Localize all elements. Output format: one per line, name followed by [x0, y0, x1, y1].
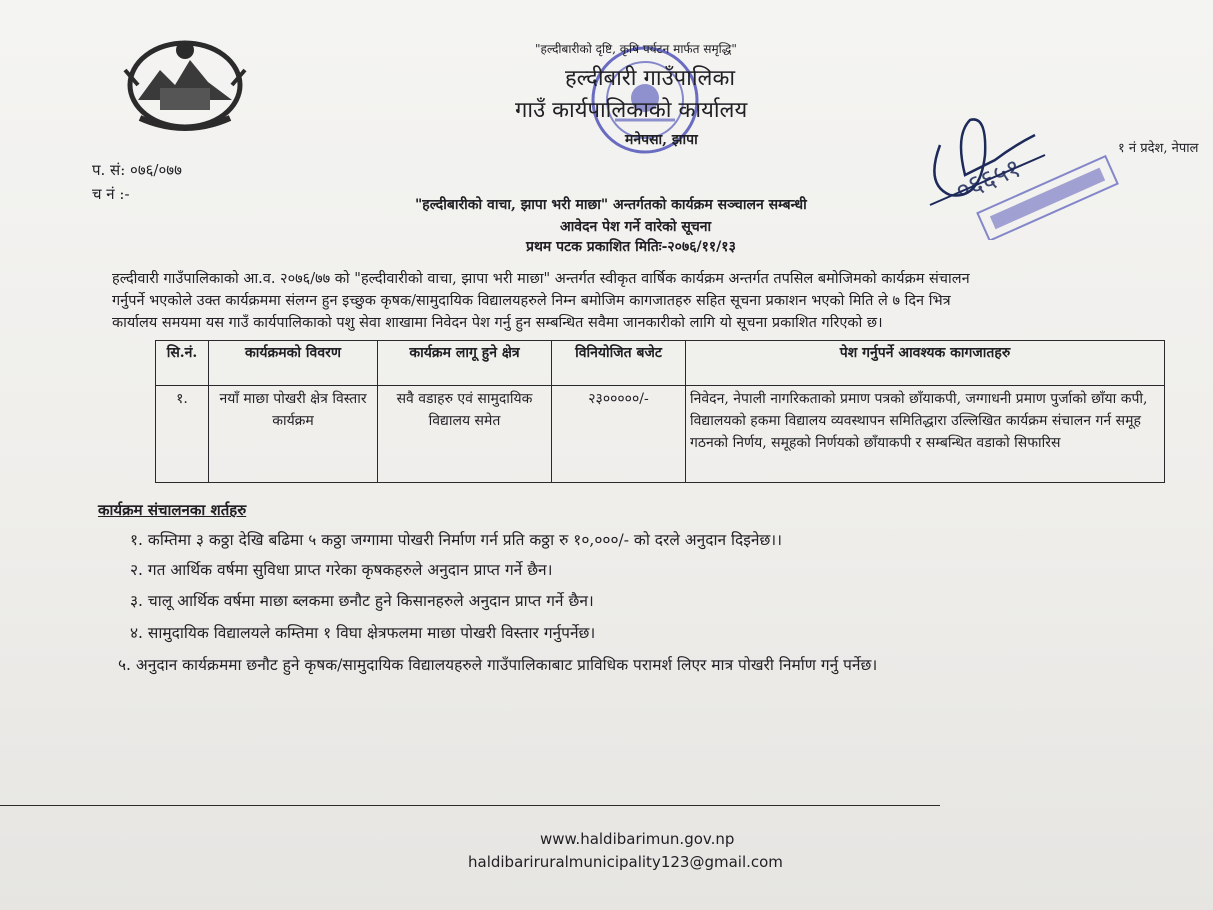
condition-item: ४. सामुदायिक विद्यालयले कम्तिमा १ विघा क्षेत्रफलमा माछा पोखरी विस्तार गर्नुपर्नेछ। — [130, 624, 596, 642]
cell-documents: निवेदन, नेपाली नागरिकताको प्रमाण पत्रको छाँयाकपी, जग्गाधनी प्रमाण पुर्जाको छाँया कपी, विद्यालयको हकमा विद्यालय व्यवस्थापन समितिद्धारा उल्लिखित कार्यक्रम संचालन गर्न समूह गठनको निर्णय, समूहको निर्णयको छाँयाकपी र सम्बन्धित वडाको सिफारिस — [686, 386, 1165, 483]
col-header-program: कार्यक्रमको विवरण — [209, 341, 378, 386]
condition-item: ५. अनुदान कार्यक्रममा छनौट हुने कृषक/सामुदायिक विद्यालयहरुले गाउँपालिकाबाट प्राविधिक परामर्श लिएर मात्र पोखरी निर्माण गर्नु पर्नेछ। — [118, 656, 878, 674]
cell-budget: २३०००००/- — [552, 386, 686, 483]
office-name: हल्दीबारी गाउँपालिका — [565, 66, 736, 91]
notice-subheading: आवेदन पेश गर्ने वारेको सूचना — [560, 219, 712, 235]
condition-item: १. कम्तिमा ३ कठ्ठा देखि बढिमा ५ कठ्ठा जग्गामा पोखरी निर्माण गर्न प्रति कठ्ठा रु १०,०००/- को दरले अनुदान दिइनेछ।। — [130, 531, 783, 549]
table-header-row — [156, 341, 1165, 386]
table-row — [156, 386, 1165, 483]
footer-website: www.haldibarimun.gov.np — [540, 830, 735, 848]
conditions-title: कार्यक्रम संचालनका शर्तहरु — [98, 501, 247, 519]
intro-line: हल्दीवारी गाउँपालिकाको आ.व. २०७६/७७ को "हल्दीवारीको वाचा, झापा भरी माछा" अन्तर्गत स्वीकृत वार्षिक कार्यक्रम अन्तर्गत तपसिल बमोजिमको कार्यक्रम संचालन — [112, 271, 970, 287]
cell-area: सवै वडाहरु एवं सामुदायिक विद्यालय समेत — [378, 386, 552, 483]
notice-heading: "हल्दीबारीको वाचा, झापा भरी माछा" अन्तर्गतको कार्यक्रम सञ्चालन सम्बन्धी — [415, 197, 807, 213]
office-subtitle: गाउँ कार्यपालिकाको कार्यालय — [515, 98, 748, 123]
intro-paragraph — [112, 268, 1192, 334]
footer-email: haldibariruralmunicipality123@gmail.com — [468, 853, 783, 871]
dispatch-number: च नं :- — [92, 185, 130, 203]
col-header-area: कार्यक्रम लागू हुने क्षेत्र — [378, 341, 552, 386]
col-header-budget: विनियोजित बजेट — [552, 341, 686, 386]
intro-line: गर्नुपर्ने भएकोले उक्त कार्यक्रममा संलग्न हुन इच्छुक कृषक/सामुदायिक विद्यालयहरुले निम्न बमोजिम कागजातहरु सहित सूचना प्रकाशन भएको मिति ले ७ दिन भित्र — [112, 293, 951, 309]
reference-number: प. सं: ०७६/०७७ — [92, 161, 182, 179]
col-header-sn: सि.नं. — [156, 341, 209, 386]
published-date: प्रथम पटक प्रकाशित मितिः-२०७६/११/१३ — [526, 239, 736, 255]
program-table — [155, 340, 1165, 483]
condition-item: २. गत आर्थिक वर्षमा सुविधा प्राप्त गरेका कृषकहरुले अनुदान प्राप्त गर्ने छैन। — [130, 561, 553, 579]
footer-divider — [0, 805, 940, 806]
header-tagline: "हल्दीबारीको दृष्टि, कृषि पर्यटन मार्फत समृद्धि" — [535, 42, 737, 56]
signature-stamp-icon — [925, 75, 1125, 240]
cell-sn: १. — [156, 386, 209, 483]
office-district: मनेपसा, झापा — [625, 132, 698, 148]
province-label: १ नं प्रदेश, नेपाल — [1118, 141, 1199, 156]
col-header-documents: पेश गर्नुपर्ने आवश्यक कागजातहरु — [686, 341, 1165, 386]
svg-text:०६६५१: ०६६५१ — [951, 153, 1026, 207]
condition-item: ३. चालू आर्थिक वर्षमा माछा ब्लकमा छनौट हुने किसानहरुले अनुदान प्राप्त गर्ने छैन। — [130, 592, 594, 610]
intro-line: कार्यालय समयमा यस गाउँ कार्यपालिकाको पशु सेवा शाखामा निवेदन पेश गर्नु हुन सम्बन्धित सवैमा जानकारीको लागि यो सूचना प्रकाशित गरिएको छ। — [112, 315, 883, 331]
cell-program: नयाँ माछा पोखरी क्षेत्र विस्तार कार्यक्रम — [209, 386, 378, 483]
nepal-emblem-icon — [120, 30, 250, 135]
